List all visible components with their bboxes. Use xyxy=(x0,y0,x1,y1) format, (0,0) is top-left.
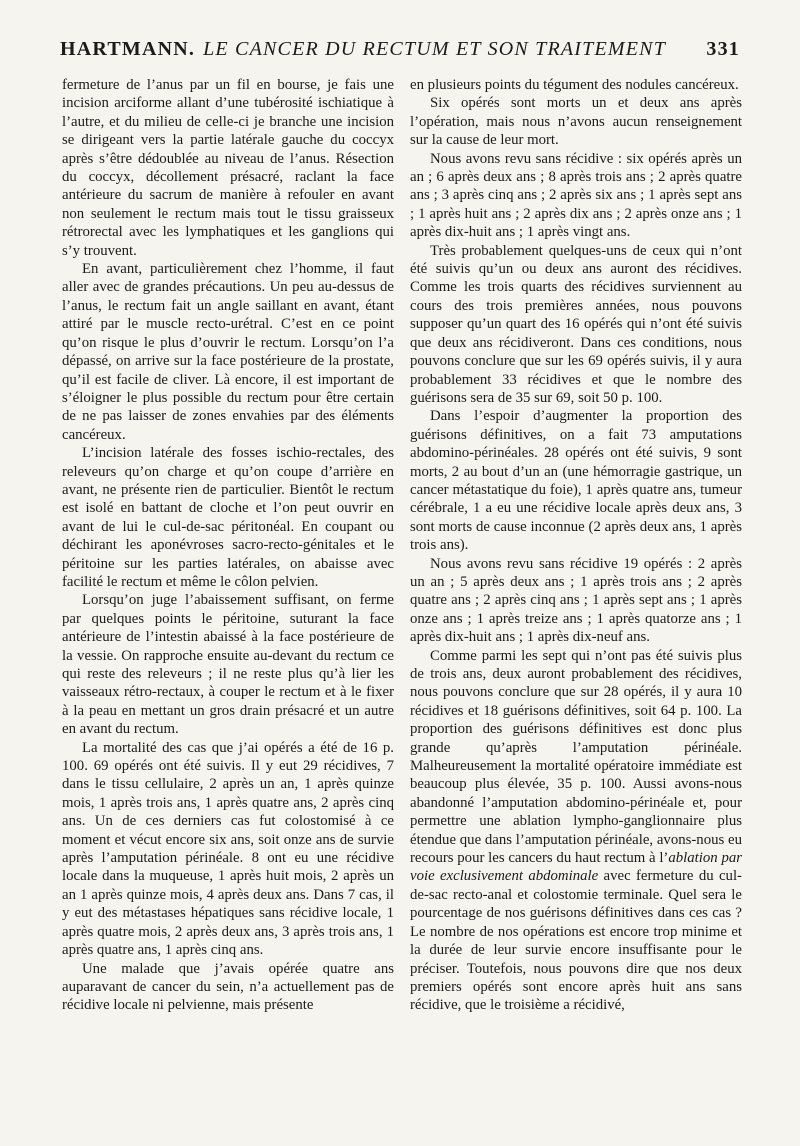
paragraph: Dans l’espoir d’augmenter la proportion des guérisons définitives, on a fait 73 amputations abdomino-périnéales. 28 opérés ont été suivis, 9 sont morts, 2 au bout d’un an (une hémorragie gastrique, un cancer métastatique du foie), 1 après quatre ans, tumeur cérébrale, 1 a eu une récidive locale après deux ans, 3 sont morts de cause inconnue (2 après deux ans, 1 après trois ans). xyxy=(410,408,742,554)
paragraph: Lorsqu’on juge l’abaissement suffisant, on ferme par quelques points le péritoine, suturant la face antérieure de l’intestin abaissé à la face postérieure de la vessie. On rapproche ensuite au-devant du rectum ce qui reste des releveurs ; il ne reste plus qu’à lier les vaisseaux rétro-rectaux, à couper le rectum et à le fixer à la peau en mettant un gros drain présacré et un autre en avant du rectum. xyxy=(62,592,394,738)
paragraph-text: avec fermeture du cul-de-sac recto-anal et colostomie terminale. Quel sera le pourcentage de nos guérisons définitives dans ces cas ? Le nombre de nos opérations est encore trop minime et la durée de leur survie encore insuffisante pour le préciser. Toutefois, nous pouvons dire que nos deux premiers opérés sont encore après huit ans sans récidive, que le troisième a récidivé, xyxy=(410,868,742,1014)
right-column xyxy=(410,76,742,1015)
paragraph xyxy=(410,647,742,1015)
paragraph: L’incision latérale des fosses ischio-rectales, des releveurs qu’on charge et qu’on coupe d’arrière en avant, ne présente rien de particulier. Bientôt le rectum est isolé en battant de cloche et l’on peut ouvrir en avant de lui le cul-de-sac péritonéal. En coupant ou déchirant les aponévroses sacro-recto-génitales et le péritoine sur les parties latérales, on abaisse avec facilité le rectum et même le côlon pelvien. xyxy=(62,445,394,590)
left-column xyxy=(62,76,394,1015)
paragraph: Une malade que j’avais opérée quatre ans auparavant de cancer du sein, n’a actuellement pas de récidive locale ni pelvienne, mais présente xyxy=(62,960,394,1014)
running-header xyxy=(60,38,740,61)
italic-phrase: ablation par voie exclusivement abdominale xyxy=(410,850,742,885)
paragraph: en plusieurs points du tégument des nodules cancéreux. xyxy=(410,77,739,93)
paragraph-text: Comme parmi les sept qui n’ont pas été suivis plus de trois ans, deux auront probablement des récidives, nous pouvons conclure que sur 28 opérés, il y aura 10 récidives et 18 guérisons définitives, soit 64 p. 100. La proportion des guérisons définitives est donc plus grande qu’après l’amputation périnéale. Malheureusement la mortalité opératoire immédiate est beaucoup plus élevée, 35 p. 100. Aussi avons-nous abandonné l’amputation abdomino-périnéale et, pour permettre une ablation lympho-ganglionnaire plus étendue que dans l’amputation périnéale, avons-nous eu recours pour les cancers du haut rectum à l’ xyxy=(410,647,742,867)
paragraph: La mortalité des cas que j’ai opérés a été de 16 p. 100. 69 opérés ont été suivis. Il y eut 29 récidives, 7 dans le tissu cellulaire, 2 après un an, 1 après quinze mois, 1 après trois ans, 1 après quatre ans, 2 après cinq ans. Un de ces derniers cas fut colostomisé à ce moment et vécut encore six ans, soit onze ans de survie après l’amputation périnéale. 8 ont eu une récidive locale dans la muqueuse, 1 après huit mois, 2 après un an 1 après quinze mois, 4 après deux ans. Dans 7 cas, il y eut des métastases hépatiques sans récidive locale, 1 après quatre mois, 2 après deux ans, 3 après trois ans, 1 après quatre ans, 1 après cinq ans. xyxy=(62,739,394,959)
paragraph: fermeture de l’anus par un fil en bourse, je fais une incision arciforme allant d’une tubérosité ischiatique à l’autre, et du milieu de celle-ci je branche une incision se dirigeant vers la partie latérale gauche du coccyx après s’être dédoublée au niveau de l’anus. Résection du coccyx, décollement présacré, raclant la face antérieure du sacrum de manière à refouler en avant non seulement le rectum mais tout le tissu graisseux rétrorectal avec les lymphatiques et les ganglions qui s’y trouvent. xyxy=(62,77,394,259)
page-number: 331 xyxy=(706,38,740,60)
header-author: HARTMANN. xyxy=(60,38,196,60)
paragraph: Six opérés sont morts un et deux ans après l’opération, mais nous n’avons aucun renseignement sur la cause de leur mort. xyxy=(410,95,742,149)
paragraph: Nous avons revu sans récidive 19 opérés : 2 après un an ; 5 après deux ans ; 1 après trois ans ; 2 après quatre ans ; 2 après cinq ans ; 1 après sept ans ; 1 après onze ans ; 1 après treize ans ; 1 après quatorze ans ; 1 après dix-huit ans ; 1 après dix-neuf ans. xyxy=(410,555,742,646)
paragraph: Nous avons revu sans récidive : six opérés après un an ; 6 après deux ans ; 8 après trois ans ; 2 après quatre ans ; 3 après cinq ans ; 2 après six ans ; 1 après sept ans ; 1 après huit ans ; 2 après dix ans ; 2 après onze ans ; 1 après dix-huit ans ; 1 après vingt ans. xyxy=(410,150,742,241)
paragraph: En avant, particulièrement chez l’homme, il faut aller avec de grandes précautions. Un peu au-dessus de l’anus, le rectum fait un angle saillant en avant, étant attiré par le muscle recto-urétral. C’est en ce point qu’on risque le plus d’ouvrir le rectum. Lorsqu’on l’a dépassé, on arrive sur la face postérieure de la prostate, qu’il est facile de cliver. Là encore, il est important de s’éloigner le plus possible du rectum pour être certain de ne pas laisser de zones envahies par des éléments cancéreux. xyxy=(62,261,394,443)
paragraph: Très probablement quelques-uns de ceux qui n’ont été suivis qu’un ou deux ans auront des récidives. Comme les trois quarts des récidives surviennent au cours des trois premières années, nous pouvons supposer qu’un quart des 16 opérés qui n’ont été suivis que deux ans récidiveront. Dans ces conditions, nous pouvons conclure que sur les 69 opérés suivis, il y aura probablement 33 récidives et que le nombre des guérisons sera de 35 sur 69, soit 50 p. 100. xyxy=(410,242,742,406)
header-title: LE CANCER DU RECTUM ET SON TRAITEMENT xyxy=(203,38,667,60)
